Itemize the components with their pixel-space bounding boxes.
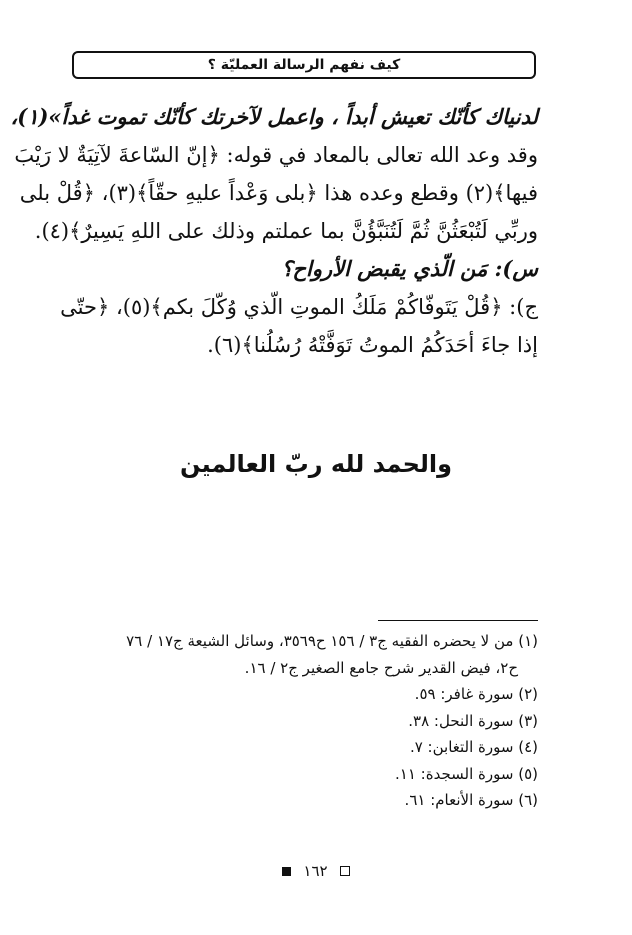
footnote-1-continued: ح٢، فيض القدير شرح جامع الصغير ج٢ / ١٦. [244,658,518,677]
body-line-4: وربِّي لَتُبْعَثُنَّ ثُمَّ لَتُنَبَّؤُنَّ بما عملتم وذلك على اللهِ يَسِيرٌ﴾(٤). [34,219,538,243]
answer-line-1: ج): ﴿قُلْ يَتَوفّاكُمْ مَلَكُ الموتِ الّذي وُكّلَ بكم﴾(٥)، ﴿حتّى [60,295,538,319]
page-number: ١٦٢ [303,862,328,880]
footnote-2: (٢) سورة غافر: ٥٩. [414,685,538,703]
answer-line-2: إذا جاءَ أحَدَكُمُ الموتُ تَوَفَّتْهُ رُسُلُنا﴾(٦). [207,333,538,357]
body-line-2: وقد وعد الله تعالى بالمعاد في قوله: ﴿إنّ السّاعةَ لآتِيَةٌ لا رَيْبَ [14,143,538,167]
body-line-1: لدنياك كأنّك تعيش أبداً ، واعمل لآخرتك كأنّك تموت غداً»(١)، [10,104,538,129]
footnote-5: (٥) سورة السجدة: ١١. [395,764,538,783]
page-footer [0,862,632,880]
footnote-6: (٦) سورة الأنعام: ٦١. [404,791,538,809]
chapter-header [72,51,536,79]
body-text [10,98,538,364]
footnote-1: (١) من لا يحضره الفقيه ج٣ / ١٥٦ ح٣٥٦٩، وسائل الشيعة ج١٧ / ٧٦ [126,632,538,650]
footnote-4: (٤) سورة التغابن: ٧. [409,738,538,756]
footnotes [60,628,538,814]
filled-square-icon [282,867,291,876]
hollow-square-icon [340,866,350,876]
closing-phrase: والحمد لله ربّ العالمين [179,450,453,478]
chapter-title: كيف نفهم الرسالة العمليّة ؟ [207,57,401,73]
footnote-3: (٣) سورة النحل: ٣٨. [408,711,538,730]
footnote-divider [378,620,538,621]
question-line: س): مَن الّذي يقبض الأرواح؟ [281,256,538,281]
body-line-3: فيها﴾(٢) وقطع وعده هذا ﴿بلى وَعْداً عليهِ حقّاً﴾(٣)، ﴿قُلْ بلى [19,181,538,205]
